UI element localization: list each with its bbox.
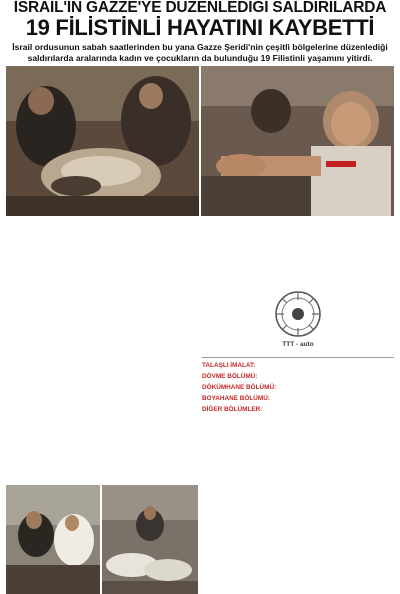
ad-section-title: TALAŞLI İMALAT: xyxy=(202,361,256,369)
headline-subtitle: İsrail ordusunun sabah saatlerinden bu yana Gazze Şeridi'nin çeşitli bölgelerine düzenlediği saldırılarda aralarında kadın ve çocukların da bulunduğu 19 Filistinli yaşamını yitirdi. xyxy=(12,42,388,63)
ad-section-title: BOYAHANE BÖLÜMÜ: xyxy=(202,395,270,403)
article-column-1 xyxy=(6,222,68,480)
headline-line-2: 19 FİLİSTİNLİ HAYATINI KAYBETTİ xyxy=(25,16,375,40)
ad-section-title: DİĞER BÖLÜMLER: xyxy=(202,406,263,414)
article-column-6 xyxy=(331,222,394,286)
photo-wrapped-bodies xyxy=(102,485,198,594)
job-advertisement xyxy=(202,354,394,594)
divider xyxy=(202,357,394,358)
article-column-5 xyxy=(266,222,328,286)
article-column-2 xyxy=(71,222,133,480)
headline-line-1: İSRAİL'İN GAZZE'YE DÜZENLEDİĞİ SALDIRILARDA xyxy=(13,0,387,16)
photo-injured-child xyxy=(201,66,394,216)
ad-section-title: DÖVME BÖLÜMÜ: xyxy=(202,372,258,380)
article-column-4 xyxy=(201,222,263,286)
photo-mourning-women xyxy=(6,66,199,216)
photo-grieving-crowd xyxy=(6,485,100,594)
ad-section-title: DÖKÜMHANE BÖLÜMÜ: xyxy=(202,383,277,391)
article-column-3 xyxy=(136,222,198,480)
logo-name: TTT - auto xyxy=(282,341,314,348)
